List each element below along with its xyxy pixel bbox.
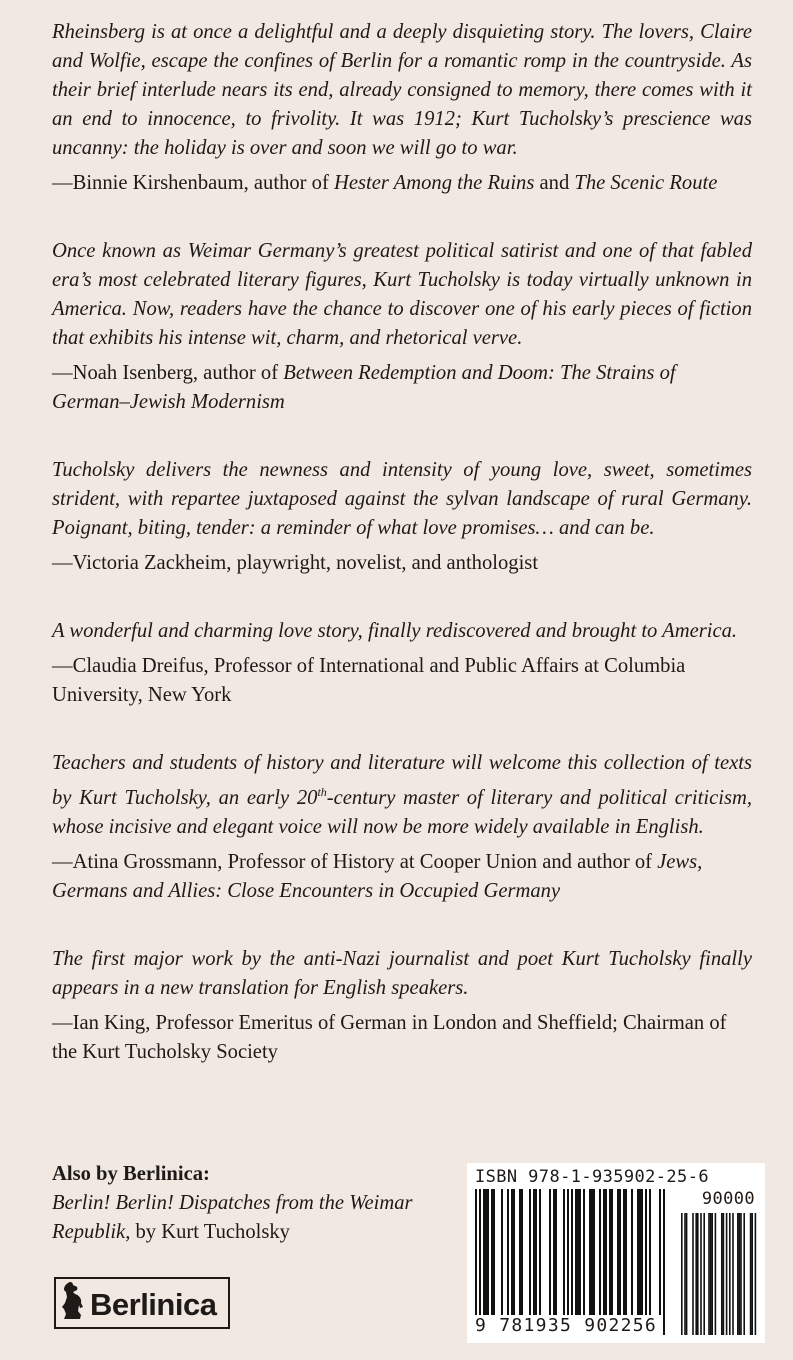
barcode-bar: [483, 1189, 485, 1315]
bear-icon: [60, 1281, 86, 1321]
blurb-attribution: [52, 359, 752, 417]
barcode-bar: [535, 1189, 537, 1315]
addon-bar: [684, 1213, 686, 1335]
also-by-section: [52, 1160, 452, 1247]
addon-bar: [697, 1213, 699, 1335]
blurb-attribution: [52, 549, 752, 578]
barcode-bar: [605, 1189, 607, 1315]
barcode-bar: [507, 1189, 509, 1315]
attribution-work: Hester Among the Ruins: [333, 172, 535, 194]
blurb-dreifus: [52, 617, 752, 710]
attribution-author: —Victoria Zackheim, playwright, novelist, and anthologist: [52, 552, 539, 574]
addon-bar: [726, 1213, 728, 1335]
addon-bar: [715, 1213, 717, 1335]
addon-bar: [739, 1213, 741, 1335]
blurb-grossmann: [52, 749, 752, 906]
barcode-bar: [475, 1189, 477, 1335]
addon-bar: [737, 1213, 739, 1335]
barcode-bar: [589, 1189, 591, 1315]
addon-bar: [710, 1213, 712, 1335]
attribution-work: Between Redemption and Doom: The Strains of German–Jewish Modernism: [52, 362, 676, 413]
blurb-attribution: [52, 169, 752, 198]
barcode-bar: [623, 1189, 625, 1315]
blurb-quote: The first major work by the anti-Nazi journalist and poet Kurt Tucholsky finally appears in a new translation for English speakers.: [52, 947, 752, 999]
attribution-author: —Binnie Kirshenbaum, author of: [52, 172, 334, 194]
barcode-bar: [491, 1189, 493, 1315]
barcode-bar: [659, 1189, 661, 1335]
barcode-bar: [529, 1189, 531, 1315]
barcode-bar: [637, 1189, 639, 1315]
barcode-bar: [617, 1189, 619, 1315]
blurb-attribution: [52, 848, 752, 906]
addon-bars: [679, 1213, 763, 1339]
addon-bar: [729, 1213, 731, 1335]
barcode-bar: [649, 1189, 651, 1315]
barcode-bar: [511, 1189, 513, 1315]
also-by-title: Berlin! Berlin! Dispatches from the Weimar Republik,: [52, 1192, 413, 1243]
also-by-heading: Also by Berlinica:: [52, 1163, 210, 1185]
price-code: 90000: [701, 1189, 755, 1209]
attribution-joiner: and: [534, 172, 575, 194]
barcode-bar: [583, 1189, 585, 1315]
barcode-bar: [579, 1189, 581, 1315]
barcode-bar: [493, 1189, 495, 1315]
addon-bar: [708, 1213, 710, 1335]
barcode-bar: [639, 1189, 641, 1315]
barcode-bar: [599, 1189, 601, 1315]
blurb-quote: Once known as Weimar Germany’s greatest political satirist and one of that fabled era’s most celebrated literary figures, Kurt Tucholsky is today virtually unknown in America. Now, readers have the chance to discover one of his early pieces of fiction that exhibits his intense wit, charm, and rhetorical verve.: [52, 240, 752, 349]
addon-bar: [732, 1213, 734, 1335]
barcode-bar: [619, 1189, 621, 1315]
blurb-attribution: [52, 652, 752, 710]
attribution-author: —Claudia Dreifus, Professor of International and Public Affairs at Columbia University, New York: [52, 655, 686, 706]
blurb-isenberg: [52, 237, 752, 417]
isbn-barcode: [467, 1163, 765, 1343]
barcode-bar: [631, 1189, 633, 1315]
addon-bar: [692, 1213, 694, 1335]
barcode-bar: [567, 1189, 569, 1335]
attribution-author: —Noah Isenberg, author of: [52, 362, 284, 384]
addon-bar: [750, 1213, 752, 1335]
barcode-bar: [663, 1189, 665, 1335]
addon-bar: [681, 1213, 683, 1335]
barcode-bar: [521, 1189, 523, 1315]
addon-bar: [755, 1213, 757, 1335]
barcode-bar: [485, 1189, 487, 1315]
barcode-bar: [645, 1189, 647, 1315]
blurb-king: [52, 945, 752, 1067]
attribution-author: —Atina Grossmann, Professor of History at Cooper Union and author of: [52, 850, 658, 873]
addon-bar: [740, 1213, 742, 1335]
addon-bar: [703, 1213, 705, 1335]
attribution-work: Jews, Germans and Allies: Close Encounters in Occupied Germany: [52, 850, 703, 902]
barcode-bar: [501, 1189, 503, 1315]
publisher-logo: [54, 1277, 230, 1329]
barcode-bar: [549, 1189, 551, 1315]
barcode-bar: [625, 1189, 627, 1315]
attribution-author: —Ian King, Professor Emeritus of German in London and Sheffield; Chairman of the Kurt Tucholsky Society: [52, 1011, 727, 1063]
publisher-name: Berlinica: [90, 1287, 217, 1322]
barcode-bar: [513, 1189, 515, 1315]
barcode-bar: [611, 1189, 613, 1315]
barcode-bar: [553, 1189, 555, 1315]
blurb-attribution: [52, 1009, 752, 1067]
blurb-zackheim: [52, 456, 752, 578]
isbn-label: ISBN 978-1-935902-25-6: [475, 1167, 709, 1187]
addon-bar: [695, 1213, 697, 1335]
barcode-bar: [609, 1189, 611, 1315]
addon-bar: [721, 1213, 723, 1335]
barcode-bar: [487, 1189, 489, 1315]
blurb-quote: Tucholsky delivers the newness and intensity of young love, sweet, sometimes strident, with repartee juxtaposed against the sylvan landscape of rural Germany. Poignant, biting, tender: a reminder of what love promises… and can be.: [52, 459, 752, 539]
barcode-bar: [641, 1189, 643, 1315]
attribution-work: The Scenic Route: [574, 172, 718, 194]
addon-bar: [700, 1213, 702, 1335]
addon-bar: [711, 1213, 713, 1335]
barcode-bar: [519, 1189, 521, 1315]
also-by-author: by Kurt Tucholsky: [130, 1221, 290, 1243]
barcode-bar: [479, 1189, 481, 1335]
blurb-kirshenbaum: [52, 18, 752, 198]
blurb-quote: Teachers and students of history and literature will welcome this collection of texts by Kurt Tucholsky, an early 20th-century master of literary and political criticism, whose incisive and elegant voice will now be more widely available in English.: [52, 752, 752, 838]
addon-bar: [751, 1213, 753, 1335]
barcode-bar: [539, 1189, 541, 1315]
barcode-bar: [571, 1189, 573, 1335]
barcode-bar: [593, 1189, 595, 1315]
blurb-quote: Rheinsberg is at once a delightful and a deeply disquieting story. The lovers, Claire and Wolfie, escape the confines of Berlin for a romantic romp in the countryside. As their brief interlude nears its end, already consigned to memory, there comes with it an end to innocence, to frivolity. It was 1912; Kurt Tucholsky’s prescience was uncanny: the holiday is over and soon we will go to war.: [52, 21, 752, 159]
barcode-bar: [575, 1189, 577, 1315]
addon-bar: [723, 1213, 725, 1335]
barcode-bar: [555, 1189, 557, 1315]
barcode-bar: [563, 1189, 565, 1315]
endorsements: [52, 18, 752, 1067]
addon-bar: [686, 1213, 688, 1335]
barcode-bar: [577, 1189, 579, 1315]
addon-bar: [743, 1213, 745, 1335]
barcode-bar: [603, 1189, 605, 1315]
barcode-bar: [591, 1189, 593, 1315]
barcode-bar: [533, 1189, 535, 1315]
blurb-quote: A wonderful and charming love story, finally rediscovered and brought to America.: [52, 620, 738, 642]
barcode-number: 9 781935 902256: [475, 1315, 661, 1336]
